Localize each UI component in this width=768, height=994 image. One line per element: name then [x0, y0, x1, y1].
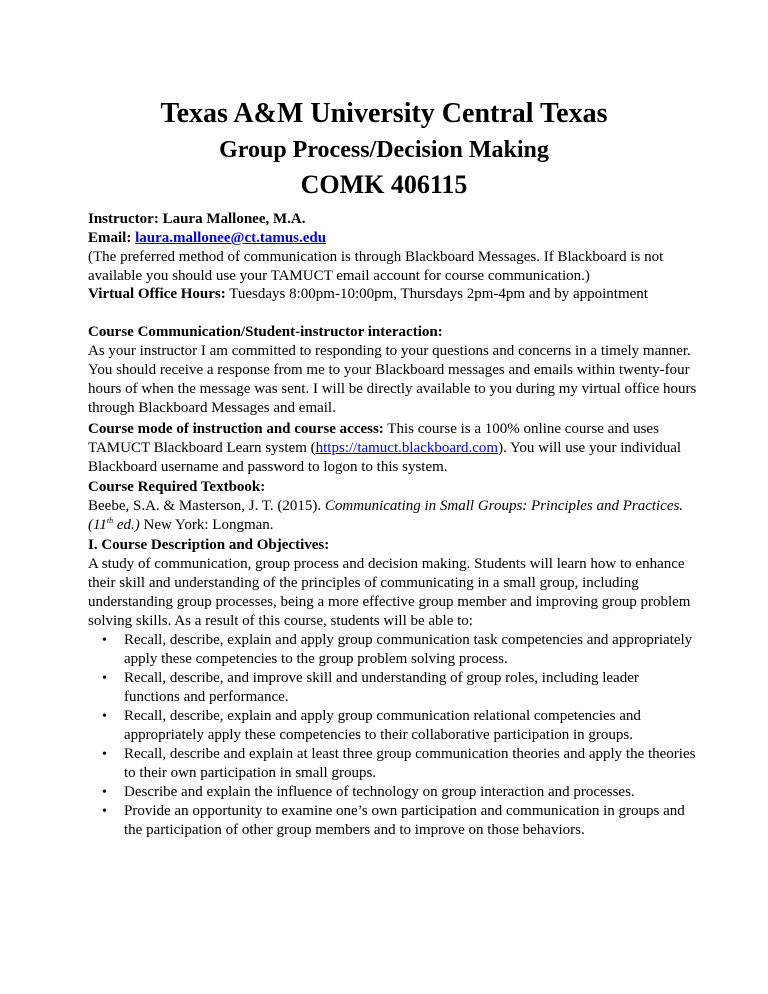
description-text: A study of communication, group process and decision making. Students will learn how to enhance their skill and understanding of the principles of communicating in a small group, including understanding group processes, being a more effective group member and improving group problem solving skills. As a result of this course, students will be able to:	[88, 556, 691, 629]
list-item	[88, 745, 698, 783]
course-name-title: Group Process/Decision Making	[219, 137, 549, 163]
list-item	[88, 707, 698, 745]
instructor-email-link[interactable]: laura.mallonee@ct.tamus.edu	[135, 230, 327, 246]
textbook-heading: Course Required Textbook:	[88, 479, 266, 495]
mode-label: Course mode of instruction and course access:	[88, 421, 384, 437]
description-section	[88, 536, 698, 840]
bullet-icon: •	[102, 671, 107, 686]
textbook-edition: ed.)	[113, 517, 140, 533]
blackboard-url-link[interactable]: https://tamuct.blackboard.com	[315, 440, 499, 456]
objective-text: Recall, describe, explain and apply group communication relational competencies and appropriately apply these competencies to their collaborative participation in groups.	[124, 708, 641, 743]
textbook-authors: Beebe, S.A. & Masterson, J. T. (2015).	[88, 498, 322, 514]
list-item	[88, 802, 698, 840]
textbook-edition-sup: th	[106, 516, 114, 525]
bullet-icon: •	[102, 785, 107, 800]
instructor-name: Instructor: Laura Mallonee, M.A.	[88, 211, 306, 227]
university-title: Texas A&M University Central Texas	[160, 98, 608, 129]
textbook-publisher: New York: Longman.	[143, 517, 274, 533]
mode-section	[88, 420, 698, 477]
mode-text-before: This course is a 100% online course and uses TAMUCT Blackboard Learn system (	[88, 421, 659, 456]
office-hours-label: Virtual Office Hours:	[88, 286, 226, 302]
textbook-section	[88, 478, 698, 535]
communication-text: As your instructor I am committed to responding to your questions and concerns in a timely manner. You should receive a response from me to your Blackboard messages and emails within twenty-four hours of when the message was sent. I will be directly available to you during my virtual office hours through Blackboard Messages and email.	[88, 343, 697, 416]
textbook-title: Communicating in Small Groups: Principles and Practices. (11	[88, 498, 684, 533]
bullet-icon: •	[102, 709, 107, 724]
textbook-citation	[88, 497, 698, 535]
objective-text: Recall, describe, explain and apply group communication task competencies and appropriately apply these competencies to the group problem solving process.	[124, 632, 693, 667]
bullet-icon: •	[102, 633, 107, 648]
instructor-section	[88, 210, 698, 286]
communication-section	[88, 323, 698, 418]
email-line	[88, 229, 698, 248]
description-heading: I. Course Description and Objectives:	[88, 537, 330, 553]
bullet-icon: •	[102, 747, 107, 762]
objective-text: Describe and explain the influence of technology on group interaction and processes.	[124, 784, 635, 800]
list-item	[88, 669, 698, 707]
objective-text: Recall, describe, and improve skill and understanding of group roles, including leader functions and performance.	[124, 670, 639, 705]
bullet-icon: •	[102, 804, 107, 819]
office-hours-section	[88, 285, 698, 304]
objective-text: Recall, describe and explain at least three group communication theories and apply the theories to their own participation in small groups.	[124, 746, 696, 781]
objective-text: Provide an opportunity to examine one’s own participation and communication in groups and the participation of other group members and to improve on those behaviors.	[124, 803, 685, 838]
list-item	[88, 631, 698, 669]
communication-note: (The preferred method of communication is through Blackboard Messages. If Blackboard is not available you should use your TAMUCT email account for course communication.)	[88, 249, 664, 284]
office-hours-text: Tuesdays 8:00pm-10:00pm, Thursdays 2pm-4pm and by appointment	[229, 286, 648, 302]
communication-heading: Course Communication/Student-instructor interaction:	[88, 324, 443, 340]
list-item	[88, 783, 698, 802]
email-label: Email:	[88, 230, 132, 246]
instructor-line	[88, 210, 698, 229]
objectives-list	[88, 631, 698, 840]
mode-text-after: ). You will use your individual Blackboard username and password to logon to this system.	[88, 440, 682, 475]
course-code-title: COMK 406115	[300, 170, 468, 199]
